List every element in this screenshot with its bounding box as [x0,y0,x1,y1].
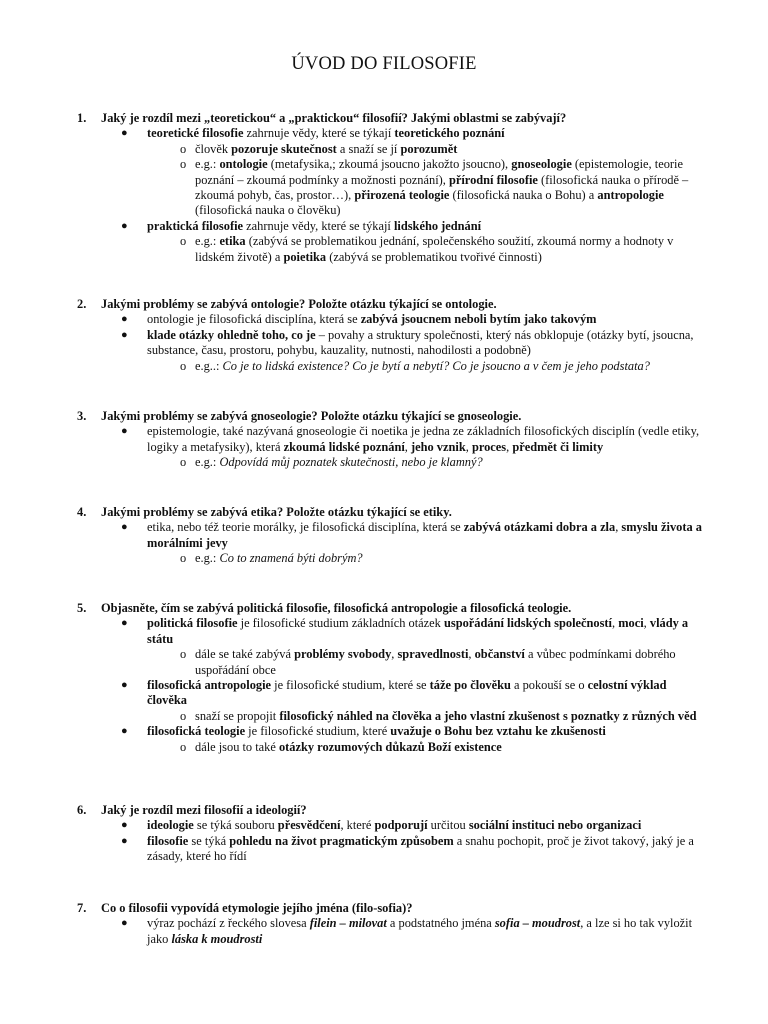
text-run: je filosofické studium, které [245,724,391,739]
text-run: spravedlnosti [397,647,469,662]
circle-bullet-icon: o [180,455,187,470]
circle-bullet-icon: o [180,358,187,373]
sub-bullet-item [0,551,768,566]
text-run: je filosofické studium základních otázek [237,616,444,631]
text-run: ontologie je filosofická disciplína, která se [147,312,361,327]
bullet-item [0,520,768,551]
text-run: moci [618,616,644,631]
text-run: – povahy a struktury společnosti, který nás obklopuje (otázky bytí, jsoucna, substance, času, prostoru, pohybu, kauzality, nutnosti, nahodilosti a podobně) [147,327,694,358]
bullet-icon: ● [121,917,128,930]
question-number: 1. [77,111,87,125]
text-run: , [643,616,650,631]
circle-bullet-icon: o [180,157,187,172]
bullet-item [0,312,768,327]
bullet-item [0,818,768,833]
question-text: Objasněte, čím se zabývá politická filosofie, filosofická antropologie a filosofická teologie. [101,601,572,615]
text-run: etika [219,234,246,249]
sub-bullet-item [0,359,768,374]
sub-bullet-item [0,142,768,157]
bullet-icon: ● [121,834,128,847]
question-text: Jaký je rozdíl mezi filosofií a ideologií? [101,803,307,817]
text-run: filosofie [147,833,189,848]
circle-bullet-icon: o [180,551,187,566]
text-run: e.g..: [195,358,223,373]
text-run: , [615,520,622,535]
text-run: zabývá jsoucnem neboli bytím jako takovým [360,312,597,327]
question-7 [0,901,768,947]
text-run: zahrnuje vědy, které se týkají [243,218,394,233]
text-run: láska k moudrosti [171,931,263,946]
bullet-item [0,834,768,865]
sub-bullet-item [0,709,768,724]
text-run: smyslu života a morálními jevy [147,520,702,550]
text-run: vlády a státu [147,616,689,646]
text-run: antropologie [597,188,664,203]
text-run: se týká souboru [193,818,278,833]
sub-bullet-item [0,157,768,219]
question-heading [0,297,768,312]
text-run: filosofická antropologie [147,678,272,693]
question-text: Jakými problémy se zabývá etika? Položte otázku týkající se etiky. [101,505,452,519]
text-run: přírodní filosofie [448,172,538,187]
sub-bullet-item [0,455,768,470]
text-run: je filosofické studium, které se [271,678,430,693]
text-run: , [468,647,475,662]
text-run: dále se také zabývá [195,647,295,662]
text-run: teoretického poznání [394,126,505,141]
text-run: se týká [188,833,230,848]
text-run: ontologie [219,157,268,172]
text-run: porozumět [400,141,458,156]
question-1 [0,111,768,265]
text-run: filein – milovat [309,916,387,931]
text-run: otázky rozumových důkazů Boží existence [278,739,502,754]
text-run: zkoumá lidské poznání [283,439,405,454]
question-number: 7. [77,901,87,915]
text-run: pohledu na život pragmatickým způsobem [229,833,454,848]
bullet-icon: ● [121,725,128,738]
text-run: snaží se propojit [195,708,280,723]
text-run: (epistemologie, teorie poznání – zkoumá podmínky a možnosti poznání), [195,157,683,187]
bullet-item [0,126,768,141]
bullet-item [0,616,768,647]
text-run: uvažuje o Bohu bez vztahu ke zkušenosti [390,724,606,739]
circle-bullet-icon: o [180,234,187,249]
circle-bullet-icon: o [180,141,187,156]
text-run: e.g.: [195,234,220,249]
text-run: určitou [427,818,469,833]
text-run: pozoruje skutečnost [231,141,337,156]
text-run: či limity [560,439,604,454]
bullet-icon: ● [121,313,128,326]
text-run: filosofická teologie [147,724,246,739]
text-run: sociální instituci nebo organizaci [468,818,642,833]
text-run: jeho vznik [411,439,466,454]
bullet-item [0,424,768,455]
text-run: a vůbec podmínkami dobrého uspořádání obce [195,647,676,677]
text-run: dále jsou to také [195,739,279,754]
text-run: , [612,616,619,631]
question-number: 2. [77,297,87,311]
question-2 [0,297,768,374]
circle-bullet-icon: o [180,739,187,754]
text-run: epistemologie, také nazývaná gnoseologie či noetika je jedna ze základních filosofických disciplín (vedle etiky, logiky a metafysiky), která [147,424,700,454]
question-5 [0,601,768,755]
sub-bullet-item [0,234,768,265]
text-run: proces [471,439,507,454]
text-run: (filosofická nauka o člověku) [195,203,341,218]
text-run: (filosofická nauka o přírodě – zkoumá pohyb, čas, prostor…), [195,172,689,203]
text-run: , [506,439,513,454]
text-run: Odpovídá můj poznatek skutečnosti, nebo je klamný? [219,455,483,470]
text-run: člověk [195,141,232,156]
bullet-item [0,724,768,739]
bullet-icon: ● [121,328,128,341]
text-run: klade otázky ohledně toho, co je [147,327,316,342]
question-heading [0,601,768,616]
text-run: , [404,439,411,454]
text-run: občanství [474,647,525,662]
text-run: , a lze si ho tak vyložit jako [147,916,693,946]
question-heading [0,505,768,520]
question-3 [0,409,768,471]
question-heading [0,409,768,424]
text-run: výraz pochází z řeckého slovesa [147,916,310,931]
text-run: a pokouší se o [510,678,588,693]
text-run: a podstatného jména [386,916,495,931]
text-run: zabývá otázkami dobra a zla [463,520,616,535]
text-run: ideologie [147,818,194,833]
text-run: (zabývá se problematikou jednání, společenského soužití, zkoumá normy a hodnoty v lidském životě) a [195,234,674,264]
text-run: předmět [512,439,558,454]
question-text: Jakými problémy se zabývá ontologie? Položte otázku týkající se ontologie. [101,297,497,311]
sub-bullet-item [0,740,768,755]
text-run: , [391,647,398,662]
bullet-item [0,916,768,947]
question-4 [0,505,768,567]
question-number: 3. [77,409,87,423]
text-run: zahrnuje vědy, které se týkají [243,126,395,141]
question-number: 6. [77,803,87,817]
bullet-icon: ● [121,219,128,232]
text-run: , které [340,818,375,833]
text-run: (filosofická nauka o Bohu) a [449,188,598,203]
bullet-icon: ● [121,127,128,140]
text-run: e.g.: [195,455,220,470]
bullet-item [0,219,768,234]
text-run: a snahu pochopit, proč je život takový, jaký je a zásady, které ho řídí [147,833,694,864]
question-heading [0,111,768,126]
bullet-icon: ● [121,679,128,692]
text-run: (zabývá se problematikou tvořivé činnosti) [326,249,542,264]
text-run: poietika [283,249,327,264]
bullet-icon: ● [121,819,128,832]
bullet-icon: ● [121,521,128,534]
question-heading [0,803,768,818]
bullet-item [0,328,768,359]
text-run: celostní výklad člověka [147,678,667,708]
text-run: přesvědčení [277,818,341,833]
page-title: ÚVOD DO FILOSOFIE [291,54,477,74]
text-run: lidského jednání [393,218,482,233]
bullet-icon: ● [121,425,128,438]
text-run: e.g.: [195,551,220,566]
text-run: problémy svobody [294,647,392,662]
text-run: praktická filosofie [147,218,244,233]
text-run: Co je to lidská existence? Co je bytí a nebytí? Co je jsoucno a v čem je jeho podstata? [222,358,650,373]
circle-bullet-icon: o [180,708,187,723]
sub-bullet-item [0,647,768,678]
text-run: e.g.: [195,157,220,172]
question-text: Co o filosofii vypovídá etymologie jejího jména (filo-sofia)? [101,901,413,915]
question-number: 5. [77,601,87,615]
text-run: podporují [374,818,428,833]
text-run: sofia – moudrost [494,916,581,931]
text-run: teoretické filosofie [147,126,244,141]
text-run: uspořádání lidských společností [443,616,612,631]
bullet-icon: ● [121,617,128,630]
question-6 [0,803,768,865]
text-run: táže po člověku [429,678,511,693]
text-run: etika, nebo též teorie morálky, je filosofická disciplína, která se [147,520,464,535]
text-run: přirozená teologie [354,188,450,203]
question-heading [0,901,768,916]
text-run: (metafysika,; zkoumá jsoucno jakožto jsoucno), [267,157,512,172]
bullet-item [0,678,768,709]
text-run: filosofický náhled na člověka a jeho vlastní zkušenost s poznatky z různých věd [279,708,697,723]
question-number: 4. [77,505,87,519]
circle-bullet-icon: o [180,647,187,662]
question-text: Jakými problémy se zabývá gnoseologie? Položte otázku týkající se gnoseologie. [101,409,522,423]
text-run: gnoseologie [511,157,572,172]
text-run: a snaží se jí [336,141,401,156]
text-run: politická filosofie [147,616,238,631]
text-run: , [465,439,472,454]
text-run: Co to znamená býti dobrým? [219,551,363,566]
question-text: Jaký je rozdíl mezi „teoretickou“ a „praktickou“ filosofií? Jakými oblastmi se zabývají? [101,111,567,125]
